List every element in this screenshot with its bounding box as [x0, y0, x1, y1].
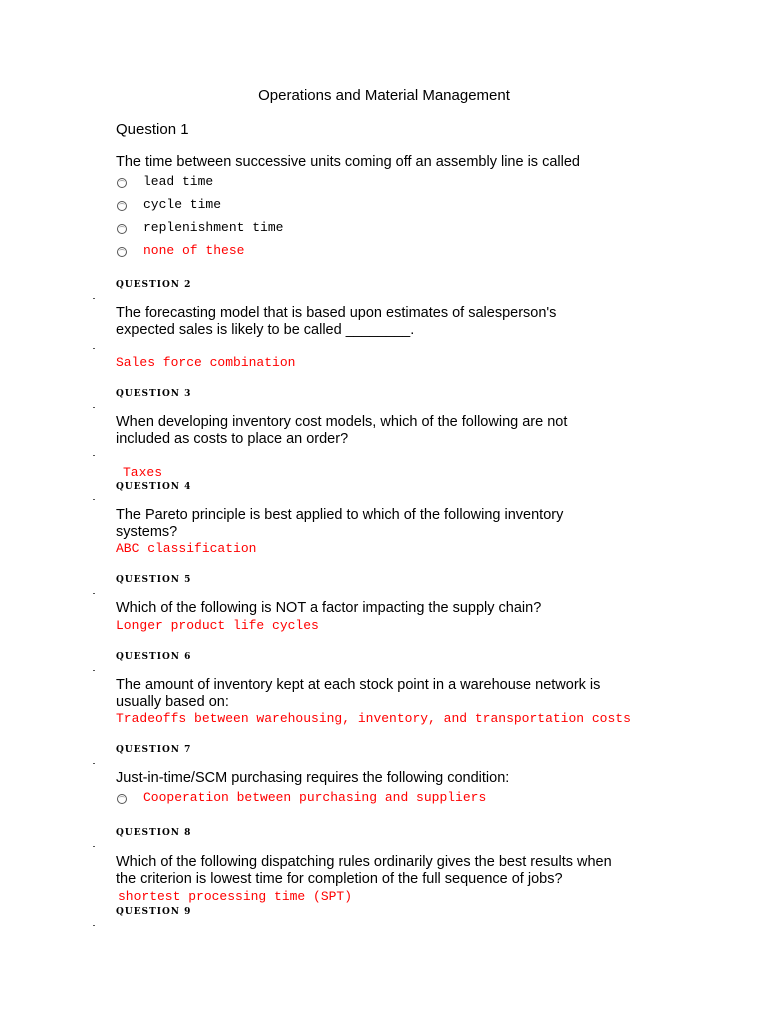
question-2-label: QUESTION 2	[116, 280, 192, 290]
bullet-dot-icon	[93, 348, 95, 349]
radio-button-icon[interactable]	[117, 224, 127, 234]
question-4-text-line-2: systems?	[116, 524, 178, 540]
question-3-text-line-2: included as costs to place an order?	[116, 431, 349, 447]
question-1-text: The time between successive units coming off an assembly line is called	[116, 154, 580, 170]
question-1-option-2: cycle time	[143, 197, 222, 212]
question-5-text: Which of the following is NOT a factor impacting the supply chain?	[116, 600, 542, 616]
bullet-dot-icon	[93, 763, 95, 764]
question-9-label: QUESTION 9	[116, 907, 192, 917]
question-8-answer: shortest processing time (SPT)	[118, 889, 353, 904]
question-2-answer: Sales force combination	[116, 355, 296, 370]
question-2-text-line-1: The forecasting model that is based upon estimates of salesperson's	[116, 305, 557, 321]
question-7-answer: Cooperation between purchasing and suppliers	[143, 790, 487, 805]
question-5-label: QUESTION 5	[116, 575, 192, 585]
question-5-answer: Longer product life cycles	[116, 618, 319, 633]
page-title: Operations and Material Management	[258, 87, 510, 104]
question-7-text: Just-in-time/SCM purchasing requires the following condition:	[116, 770, 510, 786]
question-1-option-1: lead time	[143, 174, 214, 189]
question-6-text-line-1: The amount of inventory kept at each stock point in a warehouse network is	[116, 677, 601, 693]
question-2-text-line-2: expected sales is likely to be called ________.	[116, 322, 415, 338]
question-3-label: QUESTION 3	[116, 389, 192, 399]
bullet-dot-icon	[93, 593, 95, 594]
question-4-text-line-1: The Pareto principle is best applied to which of the following inventory	[116, 507, 564, 523]
question-6-label: QUESTION 6	[116, 652, 192, 662]
bullet-dot-icon	[93, 298, 95, 299]
question-3-text-line-1: When developing inventory cost models, which of the following are not	[116, 414, 568, 430]
question-8-text-line-1: Which of the following dispatching rules ordinarily gives the best results when	[116, 854, 612, 870]
bullet-dot-icon	[93, 455, 95, 456]
question-1-label: Question 1	[116, 121, 189, 138]
question-8-label: QUESTION 8	[116, 828, 192, 838]
question-1-option-4-answer: none of these	[143, 243, 245, 258]
radio-button-icon[interactable]	[117, 201, 127, 211]
bullet-dot-icon	[93, 499, 95, 500]
radio-button-icon[interactable]	[117, 247, 127, 257]
bullet-dot-icon	[93, 925, 95, 926]
bullet-dot-icon	[93, 846, 95, 847]
question-6-text-line-2: usually based on:	[116, 694, 229, 710]
question-8-text-line-2: the criterion is lowest time for completion of the full sequence of jobs?	[116, 871, 563, 887]
question-3-answer: Taxes	[123, 465, 163, 480]
radio-button-icon[interactable]	[117, 794, 127, 804]
bullet-dot-icon	[93, 407, 95, 408]
radio-button-icon[interactable]	[117, 178, 127, 188]
bullet-dot-icon	[93, 670, 95, 671]
question-1-option-3: replenishment time	[143, 220, 284, 235]
question-4-label: QUESTION 4	[116, 482, 192, 492]
question-7-label: QUESTION 7	[116, 745, 192, 755]
question-6-answer: Tradeoffs between warehousing, inventory, and transportation costs	[116, 711, 631, 726]
question-4-answer: ABC classification	[116, 541, 257, 556]
